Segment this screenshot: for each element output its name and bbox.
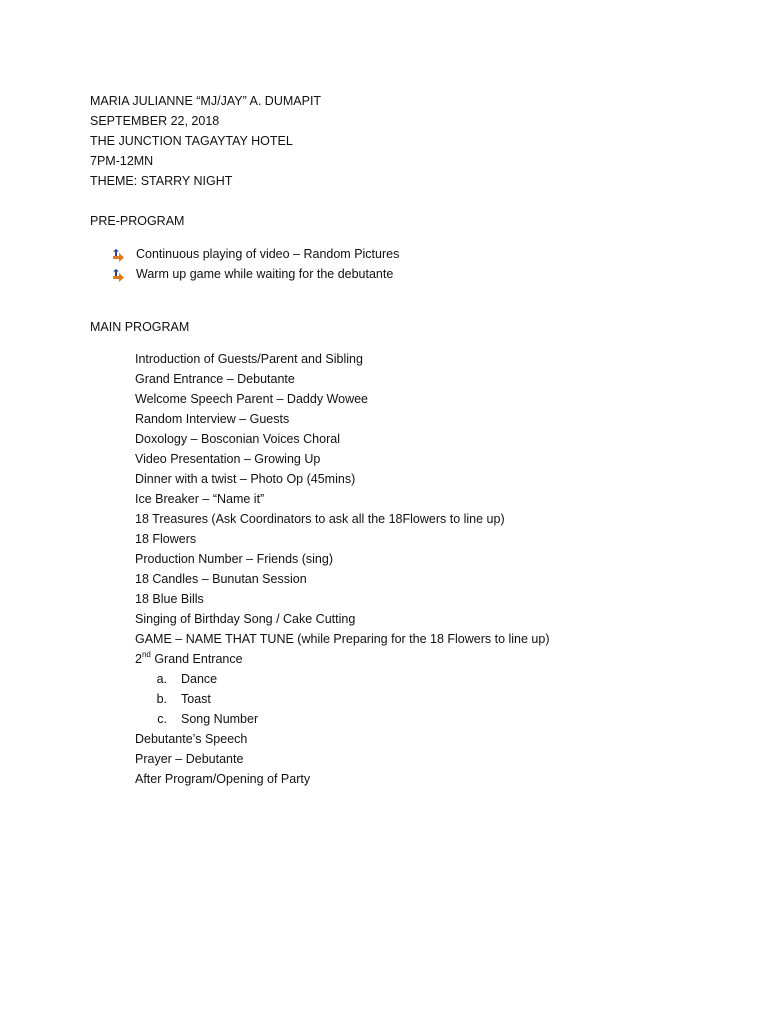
sub-item-letter: c. bbox=[157, 712, 167, 726]
sub-item-letter: b. bbox=[156, 692, 167, 706]
arrow-bullet-icon bbox=[112, 248, 125, 261]
pre-program-list bbox=[112, 244, 399, 284]
item-text: GAME – NAME THAT TUNE (while Preparing for the 18 Flowers to line up) bbox=[135, 632, 550, 646]
item-text: Random Interview – Guests bbox=[135, 412, 290, 426]
event-date: SEPTEMBER 22, 2018 bbox=[90, 114, 220, 128]
item-label: Grand Entrance bbox=[150, 652, 243, 666]
pre-program-item: Continuous playing of video – Random Pictures bbox=[136, 247, 400, 261]
event-header bbox=[90, 91, 321, 191]
item-text: Debutante’s Speech bbox=[135, 732, 248, 746]
list-item bbox=[112, 244, 399, 264]
arrow-bullet-icon bbox=[112, 268, 125, 281]
sub-item-text: Song Number bbox=[181, 712, 259, 726]
item-text: Doxology – Bosconian Voices Choral bbox=[135, 432, 340, 446]
pre-program-title: PRE-PROGRAM bbox=[90, 214, 185, 228]
item-text: After Program/Opening of Party bbox=[135, 772, 311, 786]
debutante-name: MARIA JULIANNE “MJ/JAY” A. DUMAPIT bbox=[90, 94, 322, 108]
item-text: Prayer – Debutante bbox=[135, 752, 244, 766]
item-text: Video Presentation – Growing Up bbox=[135, 452, 321, 466]
list-item bbox=[112, 264, 399, 284]
item-text: Ice Breaker – “Name it” bbox=[135, 492, 265, 506]
item-text: Introduction of Guests/Parent and Sibling bbox=[135, 352, 363, 366]
pre-program-item: Warm up game while waiting for the debutante bbox=[136, 267, 394, 281]
event-theme: THEME: STARRY NIGHT bbox=[90, 174, 233, 188]
sub-item-text: Toast bbox=[181, 692, 211, 706]
ordinal-suffix: nd bbox=[141, 649, 151, 659]
item-text: 18 Flowers bbox=[135, 532, 197, 546]
event-venue: THE JUNCTION TAGAYTAY HOTEL bbox=[90, 134, 293, 148]
item-text: Grand Entrance – Debutante bbox=[135, 372, 295, 386]
event-time: 7PM-12MN bbox=[90, 154, 154, 168]
ordinal-number: 2 bbox=[135, 652, 142, 666]
item-text: 18 Blue Bills bbox=[135, 592, 204, 606]
main-program-title: MAIN PROGRAM bbox=[90, 320, 190, 334]
item-text: 18 Candles – Bunutan Session bbox=[135, 572, 307, 586]
item-text bbox=[135, 649, 243, 669]
item-text: 18 Treasures (Ask Coordinators to ask all the 18Flowers to line up) bbox=[135, 512, 505, 526]
sub-item-letter: a. bbox=[156, 672, 167, 686]
item-text: Dinner with a twist – Photo Op (45mins) bbox=[135, 472, 356, 486]
item-text: Singing of Birthday Song / Cake Cutting bbox=[135, 612, 356, 626]
sub-item-text: Dance bbox=[181, 672, 218, 686]
item-text: Welcome Speech Parent – Daddy Wowee bbox=[135, 392, 368, 406]
item-text: Production Number – Friends (sing) bbox=[135, 552, 333, 566]
